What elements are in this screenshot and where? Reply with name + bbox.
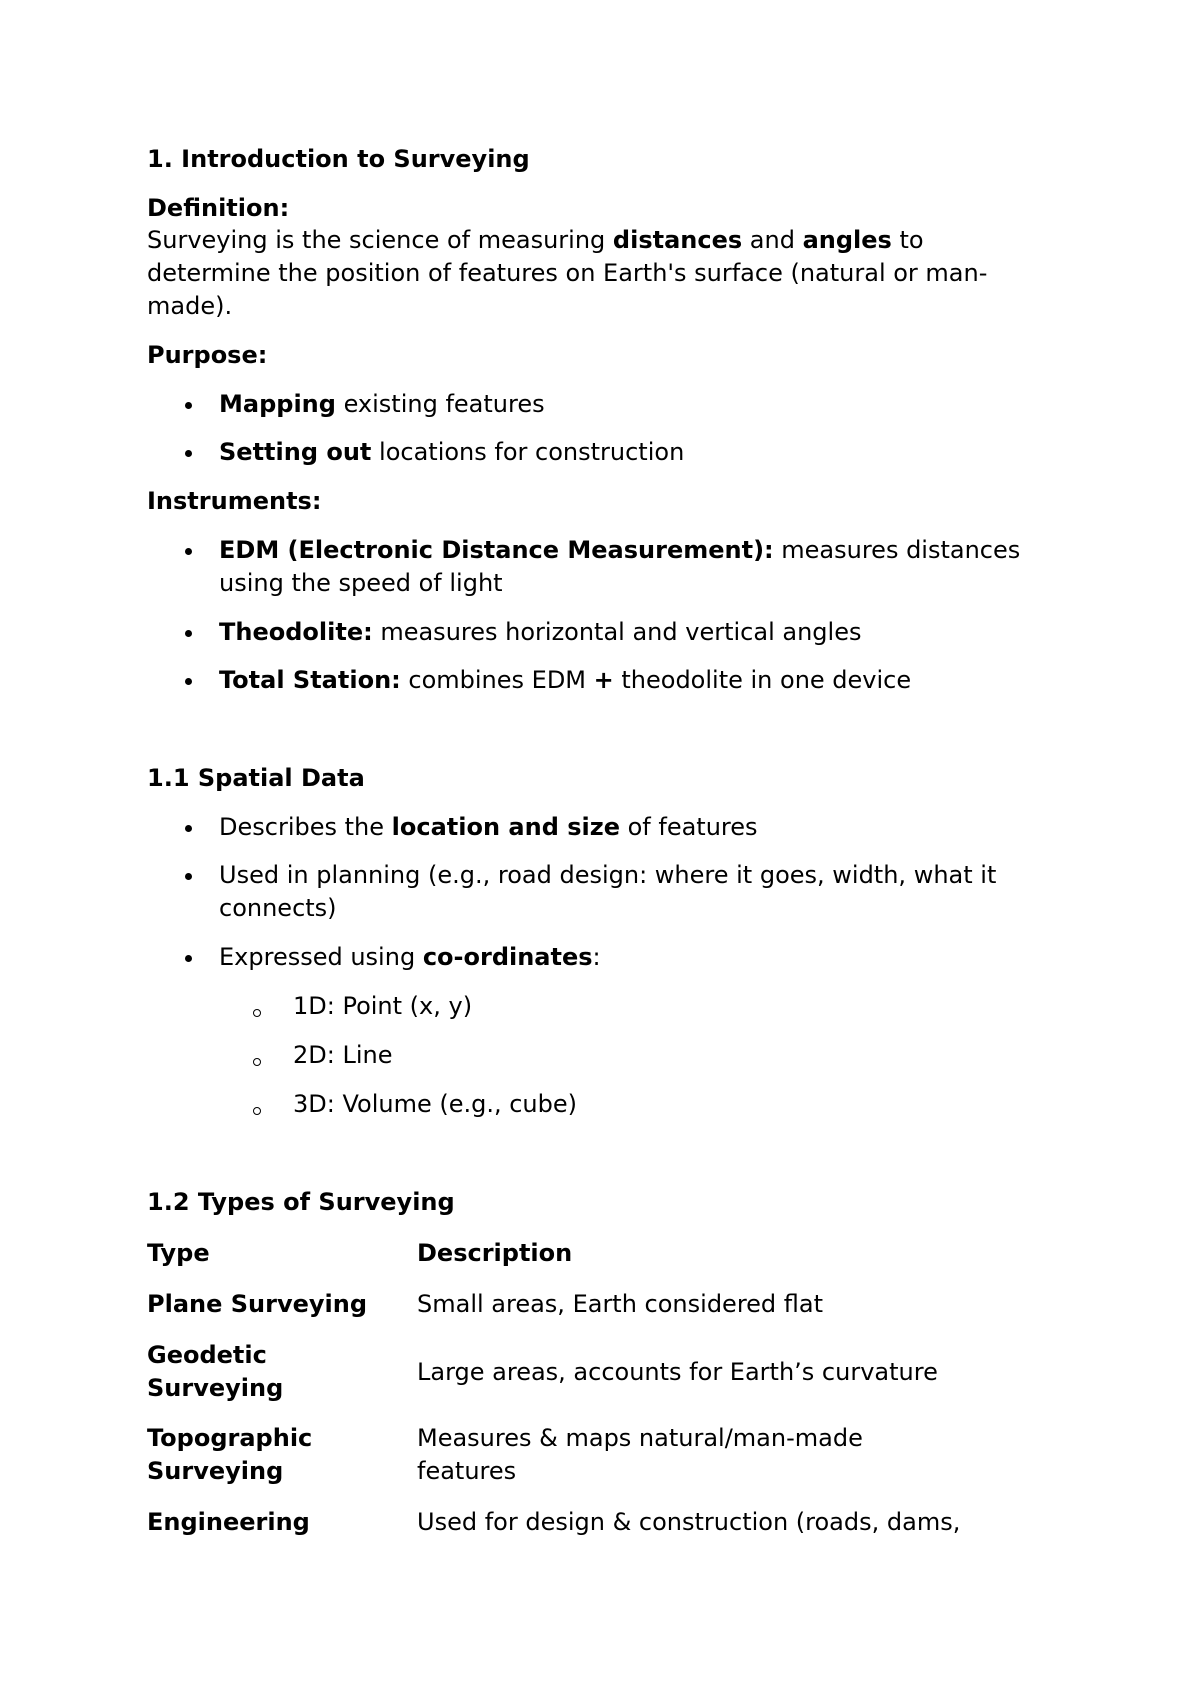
table-cell-type: Plane Surveying bbox=[147, 1290, 367, 1318]
list-item-text: : bbox=[592, 943, 601, 971]
list-item-bold: Mapping bbox=[219, 390, 336, 418]
sub-list-item: 1D: Point (x, y) bbox=[293, 992, 473, 1020]
section-heading-spatial-data: 1.1 Spatial Data bbox=[147, 764, 365, 792]
definition-text: to bbox=[891, 226, 924, 254]
bullet-icon bbox=[183, 534, 193, 567]
list-item-bold: EDM (Electronic Distance Measurement): bbox=[219, 536, 774, 564]
table-cell-type: Geodetic bbox=[147, 1341, 267, 1369]
list-item-continuation: using the speed of light bbox=[219, 569, 503, 597]
list-item-text: existing features bbox=[335, 390, 545, 418]
bullet-icon bbox=[183, 859, 193, 892]
list-item bbox=[219, 436, 684, 469]
table-cell-description: Measures & maps natural/man-made bbox=[417, 1424, 863, 1452]
list-item-text: theodolite in one device bbox=[613, 666, 912, 694]
plus-sign: + bbox=[593, 666, 614, 694]
bullet-icon bbox=[183, 664, 193, 697]
list-item bbox=[219, 388, 545, 421]
bullet-icon bbox=[183, 941, 193, 974]
sub-bullet-icon bbox=[253, 1103, 261, 1118]
section-heading-types-of-surveying: 1.2 Types of Surveying bbox=[147, 1188, 455, 1216]
table-cell-description: Large areas, accounts for Earth’s curvature bbox=[417, 1358, 938, 1386]
list-item bbox=[219, 664, 911, 697]
definition-bold-angles: angles bbox=[802, 226, 892, 254]
list-item-bold: co-ordinates bbox=[422, 943, 593, 971]
table-cell-description: Small areas, Earth considered flat bbox=[417, 1290, 824, 1318]
definition-line-1 bbox=[147, 224, 924, 257]
table-cell-type: Surveying bbox=[147, 1457, 284, 1485]
list-item bbox=[219, 616, 861, 649]
sub-bullet-icon bbox=[253, 1054, 261, 1069]
table-header-type: Type bbox=[147, 1239, 210, 1267]
table-cell-type: Topographic bbox=[147, 1424, 313, 1452]
list-item bbox=[219, 941, 601, 974]
list-item-text: Describes the bbox=[219, 813, 392, 841]
definition-text: Surveying is the science of measuring bbox=[147, 226, 613, 254]
list-item-text: combines EDM bbox=[400, 666, 594, 694]
definition-bold-distances: distances bbox=[612, 226, 743, 254]
list-item-bold: Theodolite: bbox=[219, 618, 373, 646]
list-item-text: Expressed using bbox=[219, 943, 423, 971]
table-header-description: Description bbox=[417, 1239, 573, 1267]
list-item-text: measures horizontal and vertical angles bbox=[372, 618, 862, 646]
bullet-icon bbox=[183, 388, 193, 421]
sub-bullet-icon bbox=[253, 1005, 261, 1020]
definition-label: Definition: bbox=[147, 194, 290, 222]
table-cell-description: Used for design & construction (roads, dams, bbox=[417, 1508, 961, 1536]
list-item bbox=[219, 534, 1020, 567]
sub-list-item: 3D: Volume (e.g., cube) bbox=[293, 1090, 578, 1118]
definition-text: and bbox=[742, 226, 803, 254]
table-cell-description: features bbox=[417, 1457, 517, 1485]
section-heading-introduction: 1. Introduction to Surveying bbox=[147, 145, 530, 173]
bullet-icon bbox=[183, 811, 193, 844]
list-item-text: of features bbox=[619, 813, 758, 841]
list-item-bold: location and size bbox=[391, 813, 620, 841]
list-item-text: locations for construction bbox=[371, 438, 685, 466]
list-item bbox=[219, 811, 758, 844]
bullet-icon bbox=[183, 436, 193, 469]
table-cell-type: Surveying bbox=[147, 1374, 284, 1402]
table-cell-type: Engineering bbox=[147, 1508, 310, 1536]
list-item-bold: Total Station: bbox=[219, 666, 401, 694]
list-item-continuation: connects) bbox=[219, 894, 337, 922]
sub-list-item: 2D: Line bbox=[293, 1041, 393, 1069]
list-item-text: measures distances bbox=[773, 536, 1021, 564]
purpose-label: Purpose: bbox=[147, 341, 268, 369]
instruments-label: Instruments: bbox=[147, 487, 322, 515]
definition-line-2: determine the position of features on Earth's surface (natural or man- bbox=[147, 259, 988, 287]
bullet-icon bbox=[183, 616, 193, 649]
list-item-bold: Setting out bbox=[219, 438, 372, 466]
definition-line-3: made). bbox=[147, 292, 233, 320]
list-item: Used in planning (e.g., road design: where it goes, width, what it bbox=[219, 861, 997, 889]
